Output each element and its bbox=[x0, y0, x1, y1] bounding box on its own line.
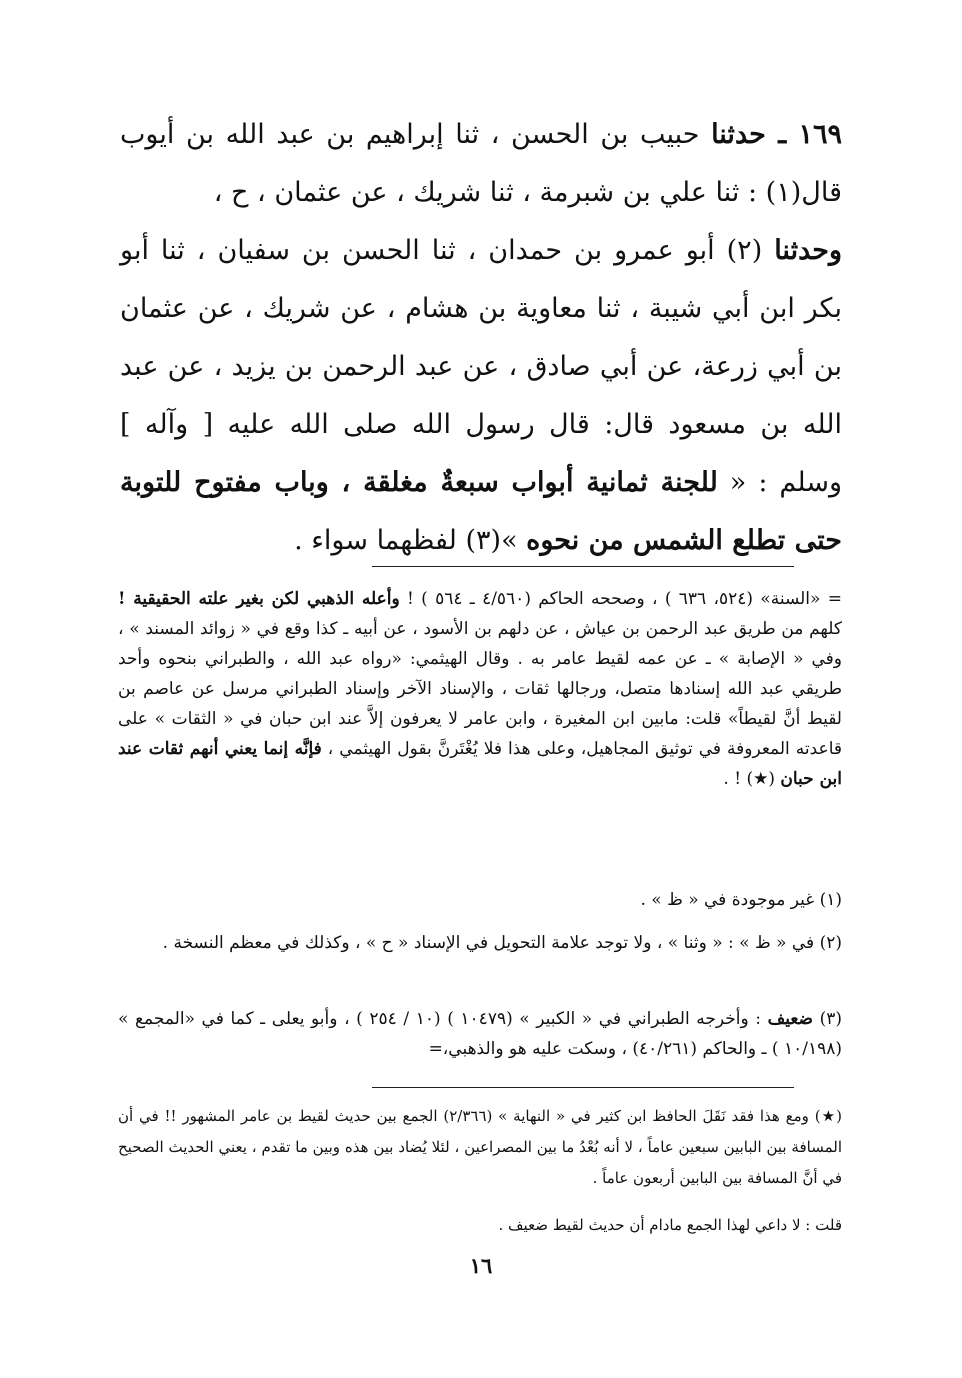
closing-text: »(٣) لفظهما سواء . bbox=[294, 525, 527, 556]
isnad-text: حبيب بن الحسن ، ثنا إبراهيم بن عبد الله بن أيوب قال(١) : ثنا علي بن شبرمة ، ثنا شريك ، عن عثمان ، ح ، bbox=[120, 119, 842, 208]
star-note-separator bbox=[372, 1087, 794, 1088]
footnote-separator bbox=[372, 566, 794, 567]
footnote-1: (١) غير موجودة في « ظ » . bbox=[640, 890, 842, 910]
isnad-text: (٢) أبو عمرو بن حمدان ، ثنا الحسن بن سفيان ، ثنا أبو بكر ابن أبي شيبة ، ثنا معاوية بن هشام ، عن شريك ، عن عثمان بن أبي زرعة، عن أبي صادق ، عن عبد الرحمن بن يزيد ، عن عبد الله بن مسعود قال: قال رسول الله صلى الله عليه [ وآله ] وسلم : « bbox=[120, 235, 842, 498]
footnote-text: (★) ! . bbox=[723, 769, 781, 789]
footnote-2: (٢) في « ظ » : « وثنا » ، ولا توجد علامة التحويل في الإسناد « ح » ، وكذلك في معظم النسخة . bbox=[162, 933, 842, 953]
grading-label: ضعيف bbox=[767, 1009, 813, 1029]
star-note: (★) ومع هذا فقد نَقَلَ الحافظ ابن كثير في « النهاية » (٢/٣٦٦) الجمع بين حديث لقيط بن عامر المشهور !! في أن المسافة بين البابين سبعين عاماً ، لا أنه بُعْدُ ما بين المصراعين ، لئلا يُضاد بين هذه وبين ما تقدم ، يعني الحديث الصحيح في أنَّ المسافة بين البابين أربعون عاماً . bbox=[118, 1107, 842, 1187]
hadith-number: ١٦٩ ـ حدثنا bbox=[711, 119, 843, 150]
footnote-continuation bbox=[118, 584, 842, 794]
footnote-text: : وأخرجه الطبراني في « الكبير » (١٠٤٧٩ ) (١٠ / ٢٥٤ ) ، وأبو يعلى ـ كما في «المجمع » (١٠/١٩٨ ) ـ والحاكم (٤٠/٢٦١) ، وسكت عليه هو والذهبي،= bbox=[118, 1009, 842, 1059]
star-note-comment: قلت : لا داعي لهذا الجمع مادام أن حديث لقيط ضعيف . bbox=[498, 1216, 842, 1234]
lead-word: وحدثنا bbox=[774, 235, 842, 266]
footnote-text: = «السنة» (٥٢٤، ٦٣٦ ) ، وصححه الحاكم (٤/٥٦٠ ـ ٥٦٤ ) ! bbox=[399, 589, 842, 609]
footnote-bold-text: فإنَّه إنما يعني أنهم ثقات عند ابن حبان bbox=[118, 739, 842, 789]
footnote-bold-text: وأعله الذهبي لكن بغير علته الحقيقية ! bbox=[118, 589, 400, 609]
page-number: ١٦ bbox=[469, 1253, 493, 1278]
paragraph bbox=[120, 222, 842, 570]
hadith-169-second-isnad bbox=[120, 222, 842, 570]
hadith-matn: للجنة ثمانية أبواب سبعةٌ مغلقة ، وباب مفتوح للتوبة حتى تطلع الشمس من نحوه bbox=[120, 467, 842, 556]
footnote-text: كلهم من طريق عبد الرحمن بن عياش ، عن دلهم بن الأسود ، عن أبيه ـ كذا وقع في « زوائد المسند » ، وفي « الإصابة » ـ عن عمه لقيط عامر به . وقال الهيثمي: «رواه عبد الله ، والطبراني بنحوه وأحد طريقي عبد الله إسنادها متصل، ورجالها ثقات ، والإسناد الآخر وإسناد الطبراني مرسل عن عاصم بن لقيط أنَّ لقيطاً» قلت: مابين ابن المغيرة ، وابن عامر لا يعرفون إلاَّ عند ابن حبان في « الثقات » على قاعدته المعروفة في توثيق المجاهيل، وعلى هذا فلا يُغْتَرنَّ بقول الهيثمي ، bbox=[118, 619, 842, 759]
footnote-3 bbox=[118, 1004, 842, 1064]
hadith-169-first-isnad bbox=[120, 106, 842, 222]
footnote-number: (٣) bbox=[813, 1009, 843, 1029]
paragraph bbox=[120, 106, 842, 222]
